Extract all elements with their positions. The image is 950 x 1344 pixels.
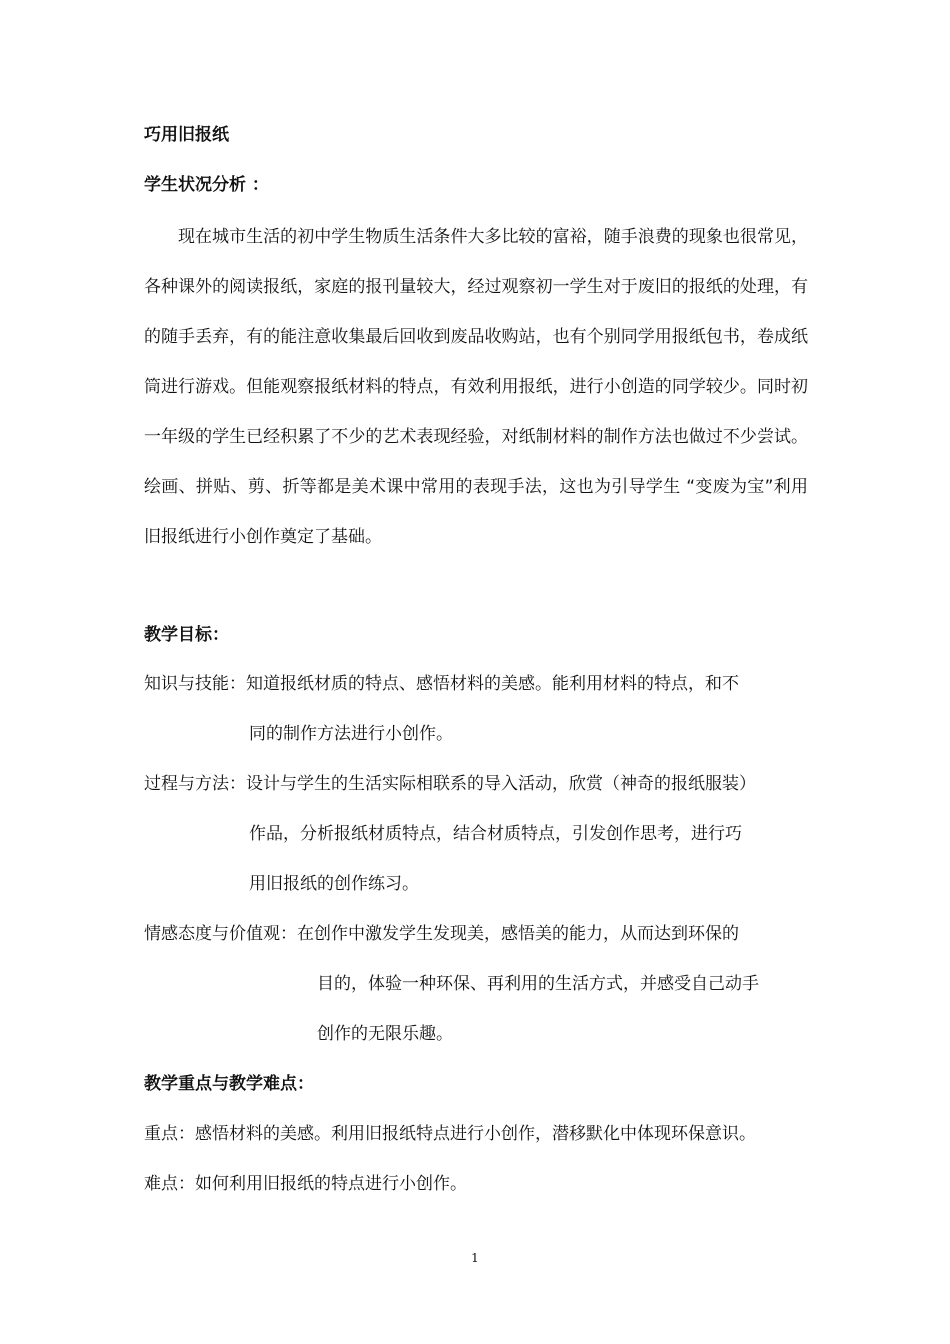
emotion-line-1: 情感态度与价值观：在创作中激发学生发现美，感悟美的能力，从而达到环保的 [144,924,739,944]
emotion-line-3: 创作的无限乐趣。 [317,1024,453,1044]
knowledge-line-2: 同的制作方法进行小创作。 [249,724,453,744]
objectives-heading: 教学目标： [144,625,229,645]
analysis-paragraph: 现在城市生活的初中学生物质生活条件大多比较的富裕，随手浪费的现象也很常见，各种课外的阅读报纸，家庭的报刊量较大，经过观察初一学生对于废旧的报纸的处理，有的随手丢弃，有的能注意收集最后回收到废品收购站，也有个别同学用报纸包书，卷成纸筒进行游戏。但能观察报纸材料的特点，有效利用报纸，进行小创造的同学较少。同时初一年级的学生已经积累了不少的艺术表现经验，对纸制材料的制作方法也做过不少尝试。绘画、拼贴、剪、折等都是美术课中常用的表现手法，这也为引导学生 “变废为宝”利用旧报纸进行小创作奠定了基础。 [144,227,808,547]
focus-line: 重点：感悟材料的美感。利用旧报纸特点进行小创作，潜移默化中体现环保意识。 [144,1124,756,1144]
process-line-2: 作品，分析报纸材质特点，结合材质特点，引发创作思考，进行巧 [249,824,742,844]
emotion-line-2: 目的，体验一种环保、再利用的生活方式，并感受自己动手 [317,974,759,994]
analysis-heading: 学生状况分析 ： [144,175,269,195]
difficulty-line: 难点：如何利用旧报纸的特点进行小创作。 [144,1174,467,1194]
knowledge-line-1: 知识与技能：知道报纸材质的特点、感悟材料的美感。能利用材料的特点，和不 [144,674,739,694]
process-line-1: 过程与方法：设计与学生的生活实际相联系的导入活动，欣赏（神奇的报纸服装） [144,774,756,794]
process-line-3: 用旧报纸的创作练习。 [249,874,419,894]
keypoints-heading: 教学重点与教学难点： [144,1074,314,1094]
document-title: 巧用旧报纸 [144,125,229,145]
page-number: 1 [471,1251,479,1265]
